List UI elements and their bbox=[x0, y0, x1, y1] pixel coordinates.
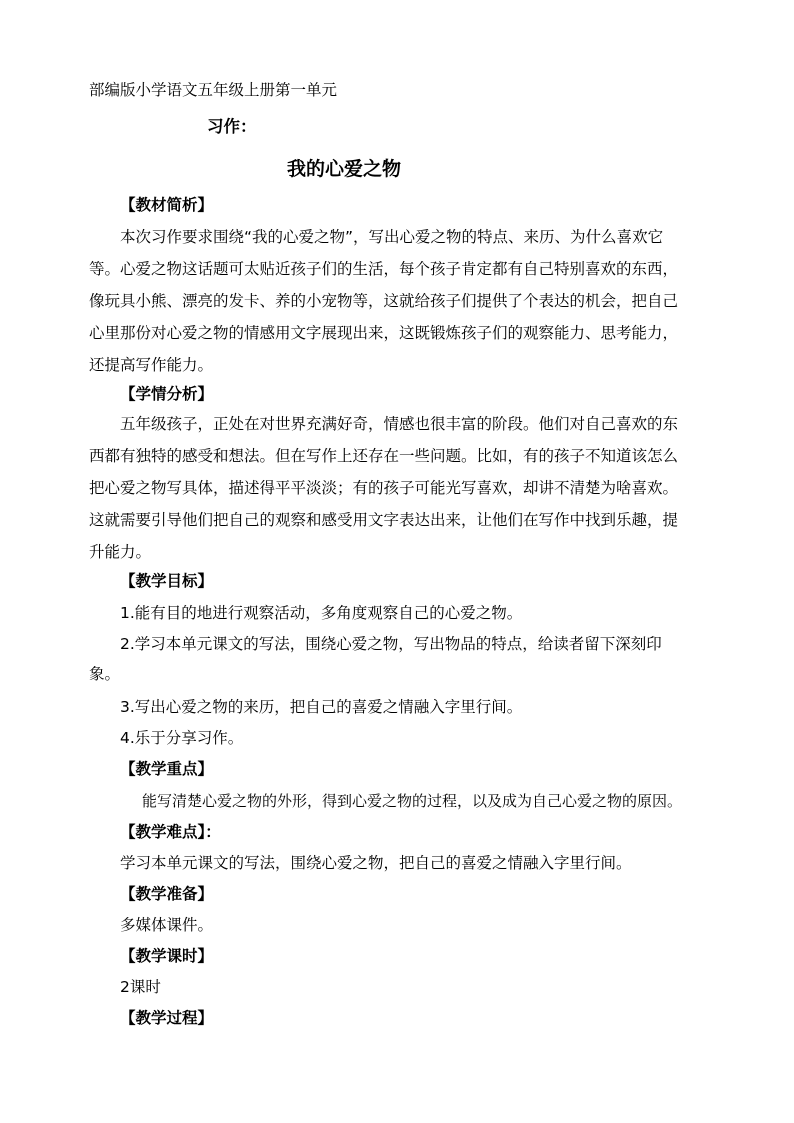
paragraph-line: 还提高写作能力。 bbox=[89, 356, 214, 374]
difficulties-heading: 【教学难点】： bbox=[120, 823, 221, 841]
preparation-heading: 【教学准备】 bbox=[120, 885, 214, 903]
paragraph-line: 这就需要引导他们把自己的观察和感受用文字表达出来，让他们在写作中找到乐趣，提 bbox=[89, 511, 679, 529]
difficulties-text: 学习本单元课文的写法，围绕心爱之物，把自己的喜爱之情融入字里行间。 bbox=[120, 854, 632, 872]
goal-item: 1.能有目的地进行观察活动，多角度观察自己的心爱之物。 bbox=[120, 604, 523, 622]
preparation-text: 多媒体课件。 bbox=[120, 916, 214, 934]
goal-item: 象。 bbox=[89, 665, 121, 683]
paragraph-line: 等。心爱之物这话题可太贴近孩子们的生活，每个孩子肯定都有自己特别喜欢的东西， bbox=[89, 260, 679, 278]
paragraph-line: 西都有独特的感受和想法。但在写作上还存在一些问题。比如，有的孩子不知道该怎么 bbox=[89, 447, 679, 465]
paragraph-line: 把心爱之物写具体，描述得平平淡淡；有的孩子可能光写喜欢，却讲不清楚为啥喜欢。 bbox=[89, 479, 679, 497]
key-points-text: 能写清楚心爱之物的外形，得到心爱之物的过程，以及成为自己心爱之物的原因。 bbox=[142, 792, 683, 810]
goal-item: 4.乐于分享习作。 bbox=[120, 729, 244, 747]
paragraph-line: 五年级孩子，正处在对世界充满好奇，情感也很丰富的阶段。他们对自己喜欢的东 bbox=[120, 415, 679, 433]
document-subtitle: 部编版小学语文五年级上册第一单元 bbox=[89, 81, 338, 99]
teaching-goals-heading: 【教学目标】 bbox=[120, 572, 214, 590]
process-heading: 【教学过程】 bbox=[120, 1009, 214, 1027]
periods-heading: 【教学课时】 bbox=[120, 947, 214, 965]
paragraph-line: 本次习作要求围绕“我的心爱之物”，写出心爱之物的特点、来历、为什么喜欢它 bbox=[120, 228, 664, 246]
paragraph-line: 升能力。 bbox=[89, 543, 152, 561]
paragraph-line: 心里那份对心爱之物的情感用文字展现出来，这既锻炼孩子们的观察能力、思考能力， bbox=[89, 324, 679, 342]
student-analysis-heading: 【学情分析】 bbox=[120, 385, 214, 403]
textbook-analysis-heading: 【教材简析】 bbox=[120, 196, 214, 214]
key-points-heading: 【教学重点】 bbox=[120, 760, 214, 778]
goal-item: 3.写出心爱之物的来历，把自己的喜爱之情融入字里行间。 bbox=[120, 698, 523, 716]
periods-text: 2课时 bbox=[120, 978, 161, 996]
page-title: 我的心爱之物 bbox=[287, 158, 402, 180]
composition-label: 习作： bbox=[207, 117, 257, 136]
paragraph-line: 像玩具小熊、漂亮的发卡、养的小宠物等，这就给孩子们提供了个表达的机会，把自己 bbox=[89, 292, 679, 310]
goal-item: 2.学习本单元课文的写法，围绕心爱之物，写出物品的特点，给读者留下深刻印 bbox=[120, 635, 662, 653]
